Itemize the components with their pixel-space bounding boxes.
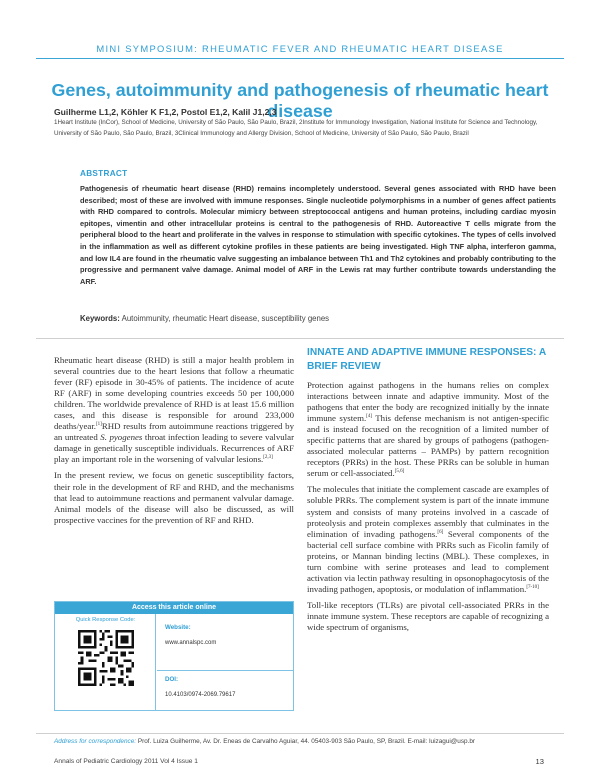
correspondence-label: Address for correspondence: (54, 738, 137, 745)
section-heading-innate-adaptive: INNATE AND ADAPTIVE IMMUNE RESPONSES: A BRIEF REVIEW (307, 347, 546, 372)
footer-rule (36, 733, 564, 734)
body-paragraph-3: Toll-like receptors (TLRs) are pivotal cell-associated PRRs in the innate immune system. These receptors are capable of recognizing a wide spectrum of organisms, (307, 599, 549, 632)
correspondence (54, 738, 564, 745)
intro-paragraph-1: Rheumatic heart disease (RHD) is still a major health problem in several countries due to the heart lesions that follow a rheumatic fever (RF) episode in 30-45% of patients. The incidence of acute RF (ARF) in some developing countries exceeds 50 per 100,000 children. The worldwide prevalence of RHD is at least 15.6 million cases, and this disease is responsible for around 233,000 deaths/year.[1]RHD results from autoimmune reactions triggered by an untreated S. pyogenes throat infection leading to severe valvular damage in genetically susceptible individuals. Recurrences of ARF play an important role in the worsening of valvular lesions.[2,3] (54, 355, 295, 465)
keywords (80, 314, 329, 323)
header-rule (36, 58, 564, 59)
journal-footer: Annals of Pediatric Cardiology 2011 Vol 4 Issue 1 (54, 758, 198, 765)
correspondence-text: Prof. Luiza Guilherme, Av. Dr. Eneas de Carvalho Aguiar, 44. 05403-903 São Paulo, SP, Brazil. E-mail: luizagui@usp.br (137, 738, 476, 745)
qr-label: Quick Response Code: (75, 617, 136, 623)
abstract-rule (36, 338, 564, 339)
body-paragraph-2: The molecules that initiate the complement cascade are examples of soluble PRRs. The complement system is part of the innate immune system and consists of many proteins involved in a cascade of proteolysis and protein complexes assembly that culminates in the elimination of invading pathogens.[6] Several components of the bacterial cell surface combine with PRRs such as Ficolin family of proteins, or Mannan binding lectins (MBL). These complexes, in turn combine with serine proteases and lead to complement activation via lectin pathway resulting in opsonophagocytosis of the invading pathogen, apoptosis, or modulation of inflammation.[7-10] (307, 484, 549, 594)
page-number: 13 (535, 757, 544, 766)
right-column (307, 380, 549, 638)
authors: Guilherme L1,2, Köhler K F1,2, Postol E1,2, Kalil J1,2,3 (54, 107, 277, 117)
left-column (54, 355, 294, 531)
abstract-heading: ABSTRACT (80, 169, 128, 178)
qr-cell (55, 614, 156, 710)
affiliations: 1Heart Institute (InCor), School of Medicine, University of São Paulo, São Paulo, Brazil, 2Institute for Immunology Investigation, National Institute for Science and Technology, University of São Paulo, São Paulo, Brazil, 3Clinical Immunology and Allergy Division, School of Medicine, University of São Paulo, São Paulo, Brazil (54, 119, 538, 137)
info-divider (157, 670, 293, 671)
website-label: Website: (165, 624, 191, 631)
website-link[interactable]: www.annalspc.com (165, 640, 217, 646)
keywords-label: Keywords: (80, 314, 120, 323)
doi-label: DOI: (165, 676, 179, 683)
section-label: MINI SYMPOSIUM: RHEUMATIC FEVER AND RHEUMATIC HEART DISEASE (96, 43, 504, 54)
qr-code-icon[interactable] (78, 630, 134, 686)
doi-link[interactable]: 10.4103/0974-2069.79617 (165, 692, 236, 698)
intro-paragraph-2: In the present review, we focus on genetic susceptibility factors, their role in the development of RF and RHD, and the mechanisms that lead to autoimmune reactions and permanent valvular damage. Animal models of the disease will also be discussed, as will prospective vaccines for the prevention of RF and RHD. (54, 470, 294, 525)
body-paragraph-1: Protection against pathogens in the humans relies on complex interactions between innate and adaptive immunity. Most of the pathogens that enter the body are recognized initially by the innate immune system.[4] This defense mechanism is not antigen-specific and is instead focused on the recognition of a limited number of specific patterns that are shared by groups of pathogens (pathogen-associated molecular patterns – PAMPs) by pattern recognition receptors (PRRs) in the host. These PRRs can be soluble in human serum or cell-associated.[5,6] (307, 380, 549, 479)
article-title: Genes, autoimmunity and pathogenesis of rheumatic heart disease (51, 80, 549, 121)
keywords-list: Autoimmunity, rheumatic Heart disease, susceptibility genes (121, 314, 330, 323)
access-online-box (54, 601, 294, 711)
abstract-text: Pathogenesis of rheumatic heart disease (RHD) remains incompletely understood. Several genes associated with RHD have been described; most of these are involved with immune responses. Single nucleotide polymorphisms in a number of genes affect patients with RHD compared to controls. Molecular mimicry between streptococcal antigens and human proteins, including cardiac myosin epitopes, vimentin and other intracellular proteins is central to the pathogenesis of RHD. Autoreactive T cells migrate from the peripheral blood to the heart and proliferate in the valves in response to stimulation with specific cytokines. The types of cells involved in the inflammation as well as different cytokine profiles in these patients are being investigated. High TNF alpha, interferon gamma, and low IL4 are found in the rheumatic valve suggesting an imbalance between Th1 and Th2 cytokines and probably contributing to the progressive and permanent valve damage. Animal model of ARF in the Lewis rat may further contribute towards understanding the ARF. (80, 184, 556, 286)
access-heading: Access this article online (55, 602, 293, 614)
